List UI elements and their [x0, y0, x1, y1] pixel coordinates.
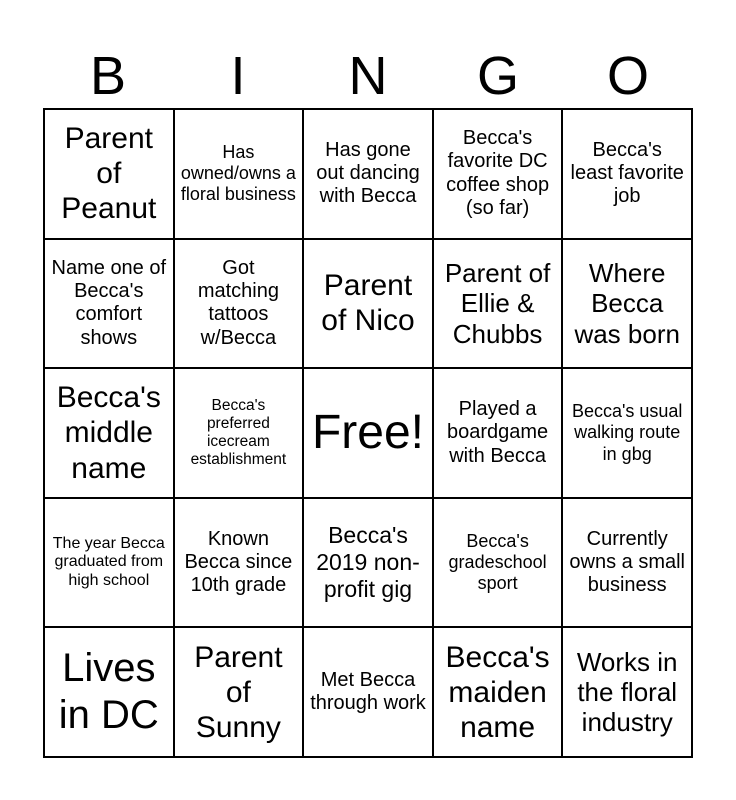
- bingo-header: [43, 44, 693, 108]
- bingo-cell[interactable]: Works in the floral industry: [562, 627, 692, 757]
- header-letter-b: B: [89, 46, 127, 106]
- bingo-cell[interactable]: Parent of Sunny: [174, 627, 304, 757]
- bingo-cell[interactable]: Becca's middle name: [44, 368, 174, 498]
- header-letter-g: G: [476, 46, 519, 106]
- bingo-cell[interactable]: Becca's preferred icecream establishment: [174, 368, 304, 498]
- bingo-cell[interactable]: Parent of Ellie & Chubbs: [433, 239, 563, 369]
- bingo-cell[interactable]: Becca's least favorite job: [562, 109, 692, 239]
- bingo-cell[interactable]: Played a boardgame with Becca: [433, 368, 563, 498]
- bingo-cell[interactable]: The year Becca graduated from high school: [44, 498, 174, 628]
- bingo-board: [43, 108, 693, 758]
- header-letter-i: I: [230, 46, 246, 106]
- bingo-cell[interactable]: Becca's 2019 non-profit gig: [303, 498, 433, 628]
- bingo-cell[interactable]: Becca's usual walking route in gbg: [562, 368, 692, 498]
- bingo-cell[interactable]: Known Becca since 10th grade: [174, 498, 304, 628]
- header-letter-n: N: [348, 46, 388, 106]
- bingo-cell[interactable]: Becca's favorite DC coffee shop (so far): [433, 109, 563, 239]
- bingo-cell[interactable]: Currently owns a small business: [562, 498, 692, 628]
- bingo-cell[interactable]: Has gone out dancing with Becca: [303, 109, 433, 239]
- bingo-cell[interactable]: Parent of Nico: [303, 239, 433, 369]
- free-space[interactable]: Free!: [303, 368, 433, 498]
- bingo-cell[interactable]: Becca's gradeschool sport: [433, 498, 563, 628]
- header-letter-o: O: [606, 46, 649, 106]
- bingo-cell[interactable]: Where Becca was born: [562, 239, 692, 369]
- bingo-cell[interactable]: Got matching tattoos w/Becca: [174, 239, 304, 369]
- bingo-cell[interactable]: Lives in DC: [44, 627, 174, 757]
- bingo-cell[interactable]: Parent of Peanut: [44, 109, 174, 239]
- bingo-cell[interactable]: Has owned/owns a floral business: [174, 109, 304, 239]
- bingo-cell[interactable]: Becca's maiden name: [433, 627, 563, 757]
- bingo-cell[interactable]: Name one of Becca's comfort shows: [44, 239, 174, 369]
- bingo-cell[interactable]: Met Becca through work: [303, 627, 433, 757]
